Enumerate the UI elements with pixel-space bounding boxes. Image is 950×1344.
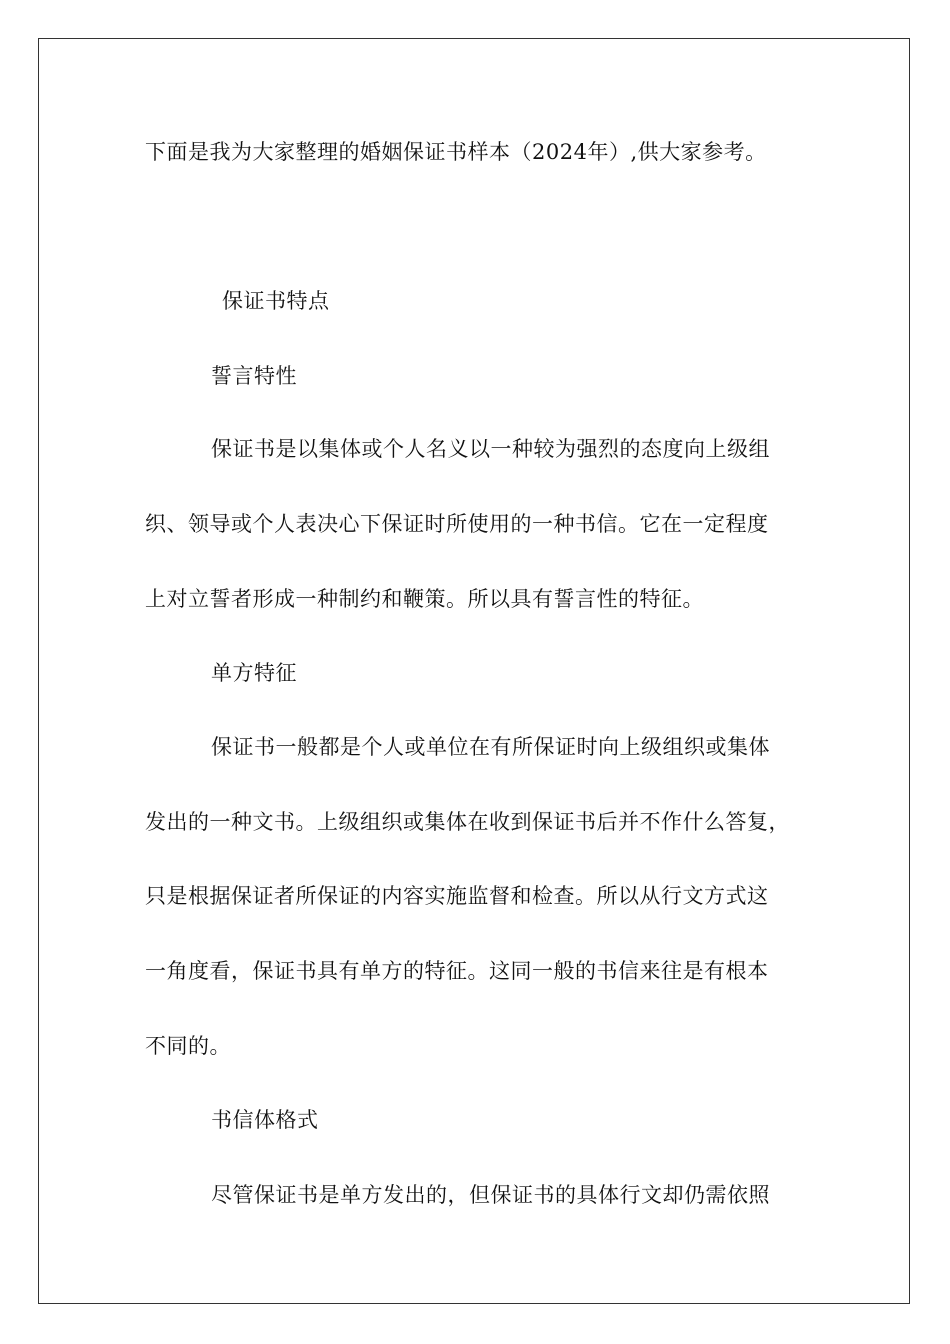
- paragraph-line: 只是根据保证者所保证的内容实施监督和检查。所以从行文方式这: [145, 884, 769, 908]
- section-title: 保证书特点: [222, 289, 330, 313]
- subheading-oath: 誓言特性: [211, 364, 297, 388]
- page-frame: [38, 38, 910, 1304]
- subheading-letter-format: 书信体格式: [211, 1108, 319, 1132]
- paragraph-line: 发出的一种文书。上级组织或集体在收到保证书后并不作什么答复，: [145, 810, 790, 834]
- paragraph-line: 织、领导或个人表决心下保证时所使用的一种书信。它在一定程度: [145, 512, 769, 536]
- subheading-unilateral: 单方特征: [211, 661, 297, 685]
- paragraph-line: 上对立誓者形成一种制约和鞭策。所以具有誓言性的特征。: [145, 587, 704, 611]
- paragraph-line: 尽管保证书是单方发出的，但保证书的具体行文却仍需依照: [211, 1183, 770, 1207]
- paragraph-line: 一角度看，保证书具有单方的特征。这同一般的书信来往是有根本: [145, 959, 769, 983]
- paragraph-line: 保证书是以集体或个人名义以一种较为强烈的态度向上级组: [211, 437, 770, 461]
- intro-paragraph: 下面是我为大家整理的婚姻保证书样本（2024年）,供大家参考。: [145, 140, 767, 164]
- paragraph-line: 不同的。: [145, 1034, 231, 1058]
- paragraph-line: 保证书一般都是个人或单位在有所保证时向上级组织或集体: [211, 735, 770, 759]
